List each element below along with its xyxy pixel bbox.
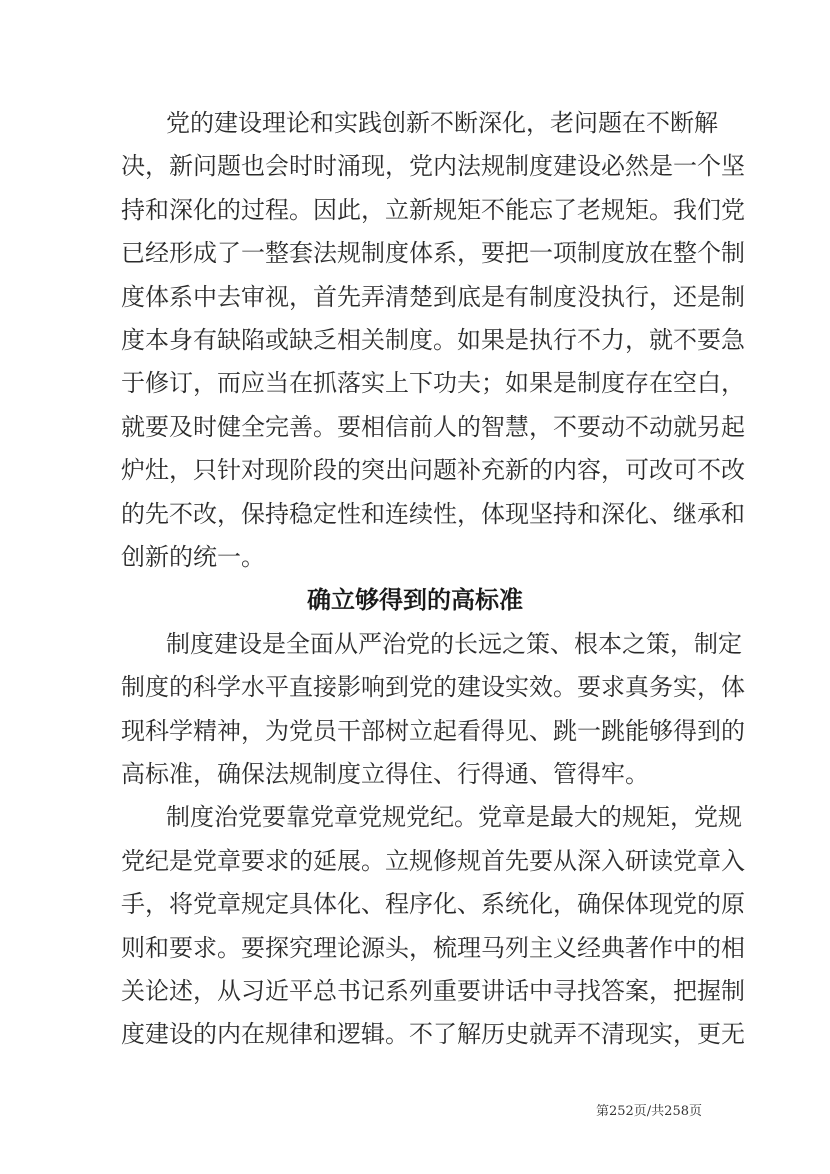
paragraph-line: 制度治党要靠党章党规党纪。党章是最大的规矩，党规 [166,803,742,832]
paragraph-line: 持和深化的过程。因此，立新规矩不能忘了老规矩。我们党 [121,195,745,224]
paragraph-line: 制度的科学水平直接影响到党的建设实效。要求真务实，体 [121,673,745,702]
paragraph-line: 高标准，确保法规制度立得住、行得通、管得牢。 [121,760,649,788]
paragraph-line: 关论述，从习近平总书记系列重要讲话中寻找答案，把握制 [121,977,745,1005]
paragraph-line: 则和要求。要探究理论源头，梳理马列主义经典著作中的相 [121,933,745,962]
paragraph-line: 炉灶，只针对现阶段的突出问题补充新的内容，可改可不改 [121,456,745,485]
page-number: 第252页/共258页 [595,1104,702,1119]
paragraph-line: 度本身有缺陷或缺乏相关制度。如果是执行不力，就不要急 [121,326,745,354]
paragraph-line: 度建设的内在规律和逻辑。不了解历史就弄不清现实，更无 [121,1020,745,1049]
paragraph-line: 党纪是党章要求的延展。立规修规首先要从深入研读党章入 [121,846,745,875]
paragraph-line: 就要及时健全完善。要相信前人的智慧，不要动不动就另起 [121,412,745,441]
paragraph-line: 现科学精神，为党员干部树立起看得见、跳一跳能够得到的 [121,716,745,745]
paragraph-line: 决，新问题也会时时涌现，党内法规制度建设必然是一个坚 [121,152,745,181]
paragraph-line: 制度建设是全面从严治党的长远之策、根本之策，制定 [166,629,742,658]
section-heading: 确立够得到的高标准 [307,585,523,615]
paragraph-line: 创新的统一。 [121,543,265,571]
paragraph-line: 度体系中去审视，首先弄清楚到底是有制度没执行，还是制 [121,282,745,311]
paragraph-line: 已经形成了一整套法规制度体系，要把一项制度放在整个制 [121,239,745,268]
paragraph-line: 党的建设理论和实践创新不断深化，老问题在不断解 [166,109,718,137]
paragraph-line: 的先不改，保持稳定性和连续性，体现坚持和深化、继承和 [121,499,745,528]
paragraph-line: 手，将党章规定具体化、程序化、系统化，确保体现党的原 [121,890,745,919]
paragraph-line: 于修订，而应当在抓落实上下功夫；如果是制度存在空白， [121,369,745,398]
